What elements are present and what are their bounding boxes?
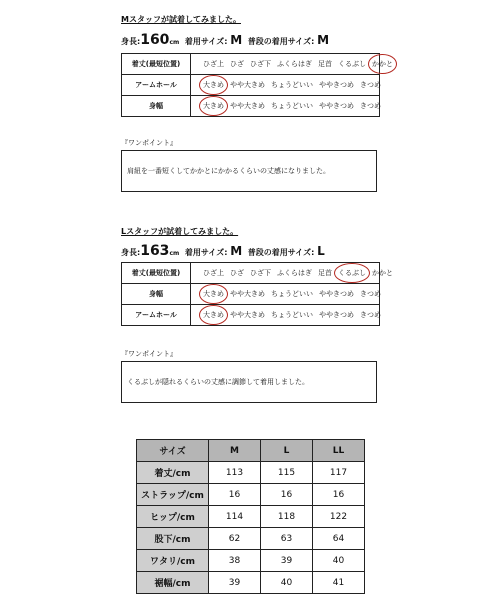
size-cell: 114 bbox=[209, 506, 261, 528]
size-cell: 41 bbox=[313, 572, 365, 594]
size-row-label: ヒップ/cm bbox=[137, 506, 209, 528]
m-worn-label: 着用サイズ: bbox=[184, 37, 228, 46]
fit-option: ちょうどいい bbox=[271, 311, 313, 319]
fit-option: きつめ bbox=[360, 290, 381, 298]
fit-option: かかと bbox=[372, 269, 393, 277]
fit-option: ちょうどいい bbox=[271, 81, 313, 89]
fit-option: ややきつめ bbox=[319, 290, 354, 298]
m-profile-line bbox=[121, 32, 329, 48]
fit-row bbox=[122, 75, 380, 96]
size-table-body bbox=[137, 462, 365, 594]
m-one-point-label: 『ワンポイント』 bbox=[121, 139, 177, 147]
fit-option: ひざ上 bbox=[203, 269, 224, 277]
m-height-label: 身長: bbox=[121, 37, 141, 46]
fit-option: ややきつめ bbox=[319, 102, 354, 110]
fit-option: やや大きめ bbox=[230, 290, 265, 298]
l-height-unit: cm bbox=[169, 250, 180, 257]
m-worn-value: M bbox=[230, 33, 243, 47]
fit-row-options bbox=[191, 284, 380, 305]
size-header-l: L bbox=[261, 440, 313, 462]
size-cell: 16 bbox=[209, 484, 261, 506]
fit-row-options bbox=[191, 75, 380, 96]
fit-row bbox=[122, 96, 380, 117]
fit-option: 足首 bbox=[318, 60, 332, 68]
fit-option: くるぶし bbox=[338, 60, 366, 68]
fit-row bbox=[122, 284, 380, 305]
size-cell: 16 bbox=[261, 484, 313, 506]
m-fit-body bbox=[122, 54, 393, 117]
l-usual-label: 普段の着用サイズ: bbox=[247, 248, 315, 257]
size-cell: 40 bbox=[313, 550, 365, 572]
fit-option: ややきつめ bbox=[319, 311, 354, 319]
size-table-row bbox=[137, 506, 365, 528]
fit-option: きつめ bbox=[360, 102, 381, 110]
l-one-point-text: くるぶしが隠れるくらいの丈感に調節して着用しました。 bbox=[127, 378, 309, 386]
size-cell: 113 bbox=[209, 462, 261, 484]
m-usual-value: M bbox=[317, 33, 330, 47]
size-table-row bbox=[137, 528, 365, 550]
m-height-value: 160 bbox=[140, 32, 170, 48]
l-height-value: 163 bbox=[140, 243, 170, 259]
fit-option-selected: 大きめ bbox=[203, 311, 224, 319]
fit-row-options bbox=[191, 305, 380, 326]
fit-option: ひざ下 bbox=[250, 60, 271, 68]
fit-option: きつめ bbox=[360, 311, 381, 319]
fit-option: 足首 bbox=[318, 269, 332, 277]
size-row-label: 着丈/cm bbox=[137, 462, 209, 484]
size-cell: 122 bbox=[313, 506, 365, 528]
size-row-label: 股下/cm bbox=[137, 528, 209, 550]
size-row-label: ワタリ/cm bbox=[137, 550, 209, 572]
l-one-point-box bbox=[121, 361, 377, 403]
size-row-label: 裾幅/cm bbox=[137, 572, 209, 594]
l-worn-value: M bbox=[230, 244, 243, 258]
fit-option: ひざ上 bbox=[203, 60, 224, 68]
size-table-row bbox=[137, 572, 365, 594]
fit-row-options bbox=[191, 54, 393, 75]
l-profile-line bbox=[121, 243, 325, 259]
fit-row-label: 着丈(最短位置) bbox=[122, 263, 191, 284]
size-cell: 63 bbox=[261, 528, 313, 550]
l-usual-value: L bbox=[317, 244, 325, 258]
size-row-label: ストラップ/cm bbox=[137, 484, 209, 506]
fit-row-label: アームホール bbox=[122, 305, 191, 326]
l-section-header: Lスタッフが試着してみました。 bbox=[121, 227, 239, 236]
fit-row bbox=[122, 263, 380, 284]
size-cell: 39 bbox=[261, 550, 313, 572]
fit-option: ひざ bbox=[230, 60, 244, 68]
size-cell: 115 bbox=[261, 462, 313, 484]
fit-option: きつめ bbox=[360, 81, 381, 89]
size-table-header-row bbox=[137, 440, 365, 462]
fit-row-options bbox=[191, 263, 393, 284]
fit-row-label: アームホール bbox=[122, 75, 191, 96]
m-section-header: Mスタッフが試着してみました。 bbox=[121, 15, 241, 24]
fit-option: やや大きめ bbox=[230, 81, 265, 89]
l-fit-table bbox=[121, 262, 393, 326]
fit-option-selected: 大きめ bbox=[203, 290, 224, 298]
fit-option: ふくらはぎ bbox=[277, 60, 312, 68]
l-fit-body bbox=[122, 263, 393, 326]
fit-option-selected: くるぶし bbox=[338, 269, 366, 277]
m-one-point-box bbox=[121, 150, 377, 192]
size-cell: 117 bbox=[313, 462, 365, 484]
fit-option: ちょうどいい bbox=[271, 102, 313, 110]
l-height-label: 身長: bbox=[121, 248, 141, 257]
m-usual-label: 普段の着用サイズ: bbox=[247, 37, 315, 46]
m-one-point-text: 肩紐を一番短くしてかかとにかかるくらいの丈感になりました。 bbox=[127, 167, 330, 175]
fit-row-options bbox=[191, 96, 380, 117]
m-fit-table bbox=[121, 53, 393, 117]
size-cell: 64 bbox=[313, 528, 365, 550]
l-one-point-label: 『ワンポイント』 bbox=[121, 350, 177, 358]
fit-option: ちょうどいい bbox=[271, 290, 313, 298]
l-worn-label: 着用サイズ: bbox=[184, 248, 228, 257]
fit-option-selected: かかと bbox=[372, 60, 393, 68]
size-table-row bbox=[137, 462, 365, 484]
fit-option: やや大きめ bbox=[230, 102, 265, 110]
fit-option: ひざ bbox=[230, 269, 244, 277]
size-header-m: M bbox=[209, 440, 261, 462]
size-table-row bbox=[137, 484, 365, 506]
fit-row-label: 身幅 bbox=[122, 284, 191, 305]
fit-row bbox=[122, 305, 380, 326]
size-cell: 39 bbox=[209, 572, 261, 594]
size-cell: 16 bbox=[313, 484, 365, 506]
size-cell: 38 bbox=[209, 550, 261, 572]
fit-option: やや大きめ bbox=[230, 311, 265, 319]
size-table-row bbox=[137, 550, 365, 572]
fit-option: ふくらはぎ bbox=[277, 269, 312, 277]
fit-option: ひざ下 bbox=[250, 269, 271, 277]
size-header-ll: LL bbox=[313, 440, 365, 462]
fit-option: ややきつめ bbox=[319, 81, 354, 89]
m-height-unit: cm bbox=[169, 39, 180, 46]
fit-option-selected: 大きめ bbox=[203, 81, 224, 89]
fit-option-selected: 大きめ bbox=[203, 102, 224, 110]
size-cell: 118 bbox=[261, 506, 313, 528]
size-cell: 62 bbox=[209, 528, 261, 550]
size-cell: 40 bbox=[261, 572, 313, 594]
size-table bbox=[136, 439, 365, 594]
fit-row-label: 身幅 bbox=[122, 96, 191, 117]
fit-row-label: 着丈(最短位置) bbox=[122, 54, 191, 75]
size-header-label: サイズ bbox=[137, 440, 209, 462]
fit-row bbox=[122, 54, 380, 75]
